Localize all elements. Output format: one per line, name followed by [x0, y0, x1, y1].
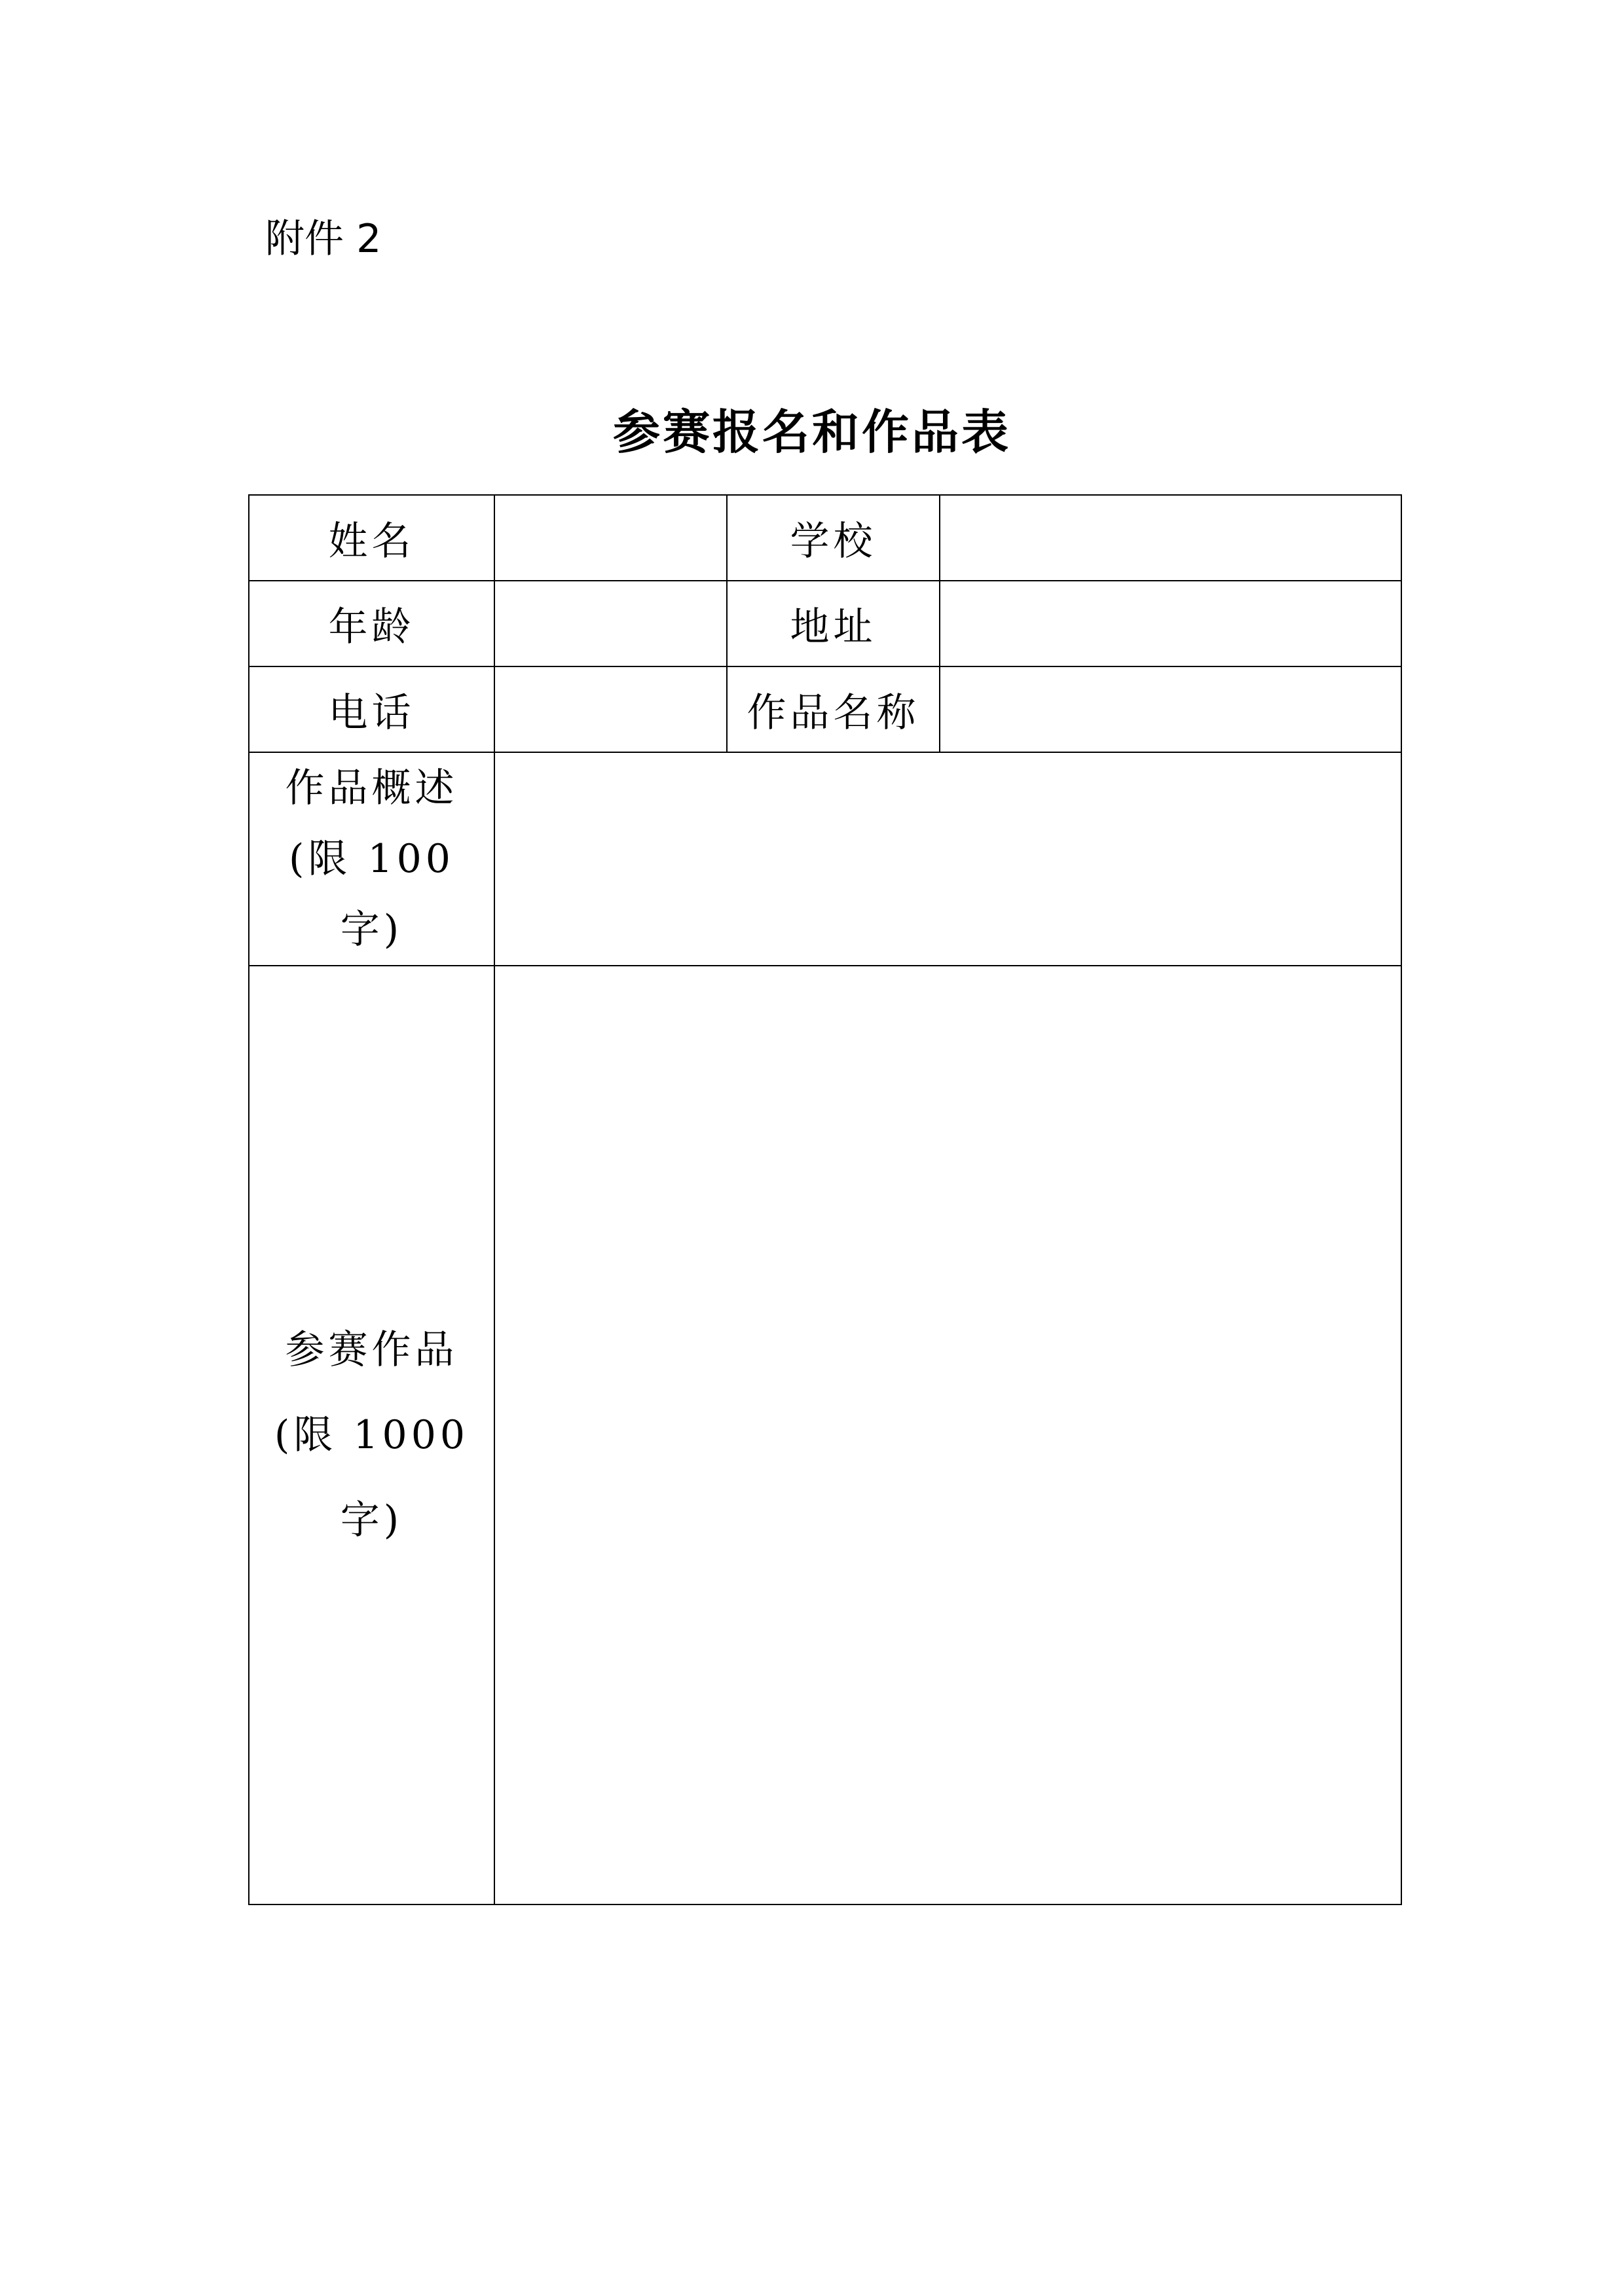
- phone-field[interactable]: [494, 666, 727, 752]
- summary-label-title: 作品概述: [285, 765, 458, 811]
- school-field[interactable]: [940, 495, 1401, 581]
- attachment-label: 附件 2: [265, 216, 382, 262]
- name-label: 姓名: [249, 495, 494, 581]
- work-label-title: 参赛作品: [285, 1327, 458, 1373]
- work-title-field[interactable]: [940, 666, 1401, 752]
- work-label: [249, 966, 494, 1904]
- summary-field[interactable]: [494, 752, 1401, 966]
- table-row-summary: [249, 752, 1401, 966]
- table-row-phone-worktitle: [249, 666, 1401, 752]
- address-label: 地址: [727, 581, 940, 666]
- work-title-label: 作品名称: [727, 666, 940, 752]
- phone-label: 电话: [249, 666, 494, 752]
- table-row-work: [249, 966, 1401, 1904]
- name-field[interactable]: [494, 495, 727, 581]
- school-label: 学校: [727, 495, 940, 581]
- summary-label: [249, 752, 494, 966]
- summary-label-limit: (限 100 字): [288, 836, 454, 953]
- work-label-limit: (限 1000 字): [274, 1412, 470, 1543]
- address-field[interactable]: [940, 581, 1401, 666]
- form-title: 参赛报名和作品表: [612, 405, 1011, 460]
- table-row-age-address: [249, 581, 1401, 666]
- work-field[interactable]: [494, 966, 1401, 1904]
- table-row-name-school: [249, 495, 1401, 581]
- age-field[interactable]: [494, 581, 727, 666]
- age-label: 年龄: [249, 581, 494, 666]
- registration-form-table: [248, 494, 1402, 1905]
